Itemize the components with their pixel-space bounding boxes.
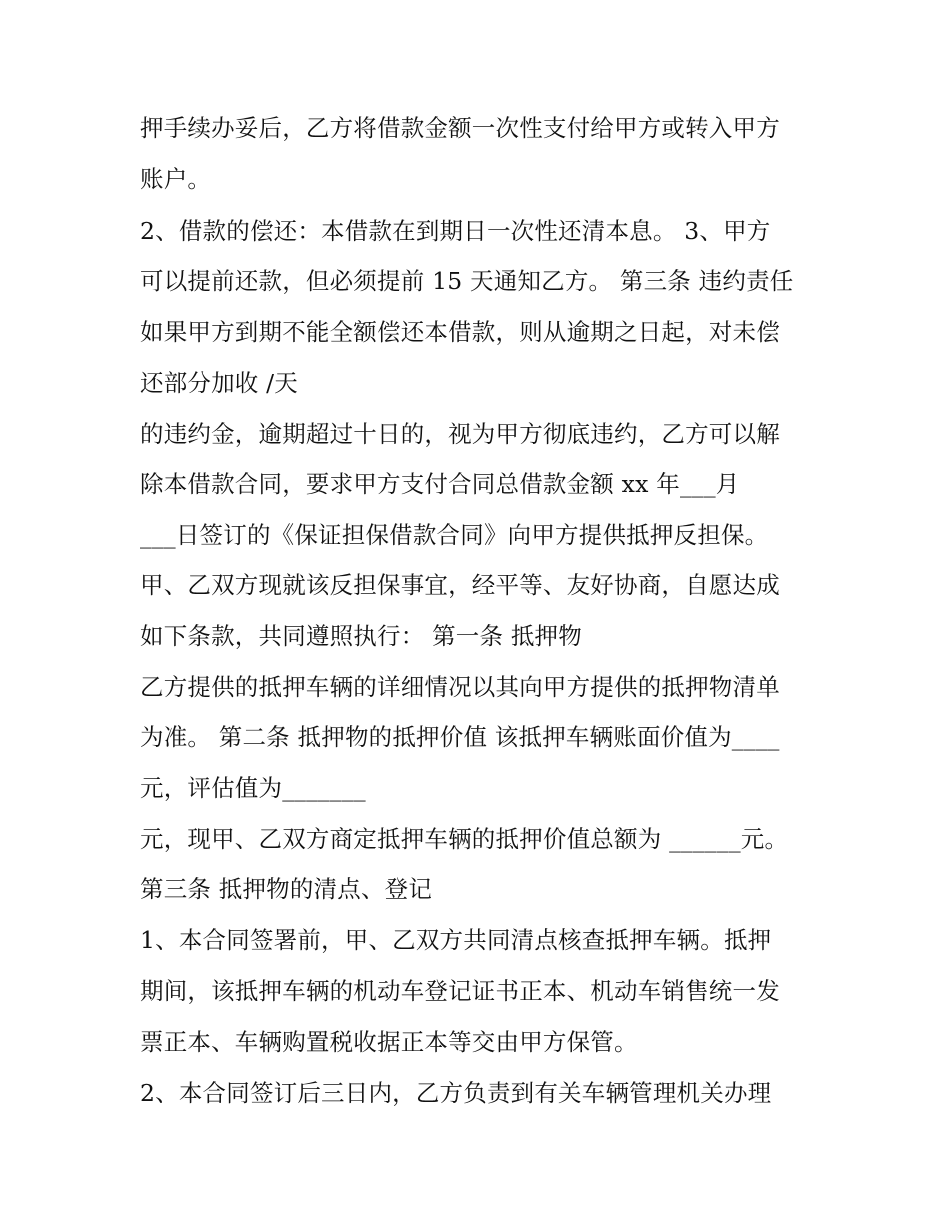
text-line: 期间，该抵押车辆的机动车登记证书正本、机动车销售统一发 bbox=[140, 977, 780, 1005]
text-line: 账户。 bbox=[140, 165, 212, 193]
text-line: 第三条 抵押物的清点、登记 bbox=[140, 875, 433, 903]
text-line: 1、本合同签署前，甲、乙双方共同清点核查抵押车辆。抵押 bbox=[140, 926, 772, 954]
text-line: 除本借款合同，要求甲方支付合同总借款金额 xx 年___月 bbox=[140, 470, 740, 498]
text-line: 为准。 第二条 抵押物的抵押价值 该抵押车辆账面价值为____ bbox=[140, 723, 780, 751]
text-line: ___日签订的《保证担保借款合同》向甲方提供抵押反担保。 bbox=[140, 521, 769, 549]
text-line: 还部分加收 /天 bbox=[140, 369, 298, 397]
text-line: 2、本合同签订后三日内，乙方负责到有关车辆管理机关办理 bbox=[140, 1079, 772, 1107]
text-line: 如果甲方到期不能全额偿还本借款，则从逾期之日起，对未偿 bbox=[140, 318, 780, 346]
text-line: 元，现甲、乙双方商定抵押车辆的抵押价值总额为 ______元。 bbox=[140, 825, 789, 853]
text-line: 票正本、车辆购置税收据正本等交由甲方保管。 bbox=[140, 1028, 638, 1056]
text-line: 2、借款的偿还：本借款在到期日一次性还清本息。 3、甲方 bbox=[140, 217, 771, 245]
text-line: 元，评估值为_______ bbox=[140, 774, 366, 802]
text-line: 可以提前还款，但必须提前 15 天通知乙方。 第三条 违约责任 bbox=[140, 267, 794, 295]
text-line: 甲、乙双方现就该反担保事宜，经平等、友好协商，自愿达成 bbox=[140, 571, 780, 599]
text-line: 乙方提供的抵押车辆的详细情况以其向甲方提供的抵押物清单 bbox=[140, 673, 780, 701]
text-line: 的违约金，逾期超过十日的，视为甲方彻底违约，乙方可以解 bbox=[140, 420, 780, 448]
text-line: 押手续办妥后，乙方将借款金额一次性支付给甲方或转入甲方 bbox=[140, 114, 780, 142]
text-line: 如下条款，共同遵照执行： 第一条 抵押物 bbox=[140, 622, 582, 650]
